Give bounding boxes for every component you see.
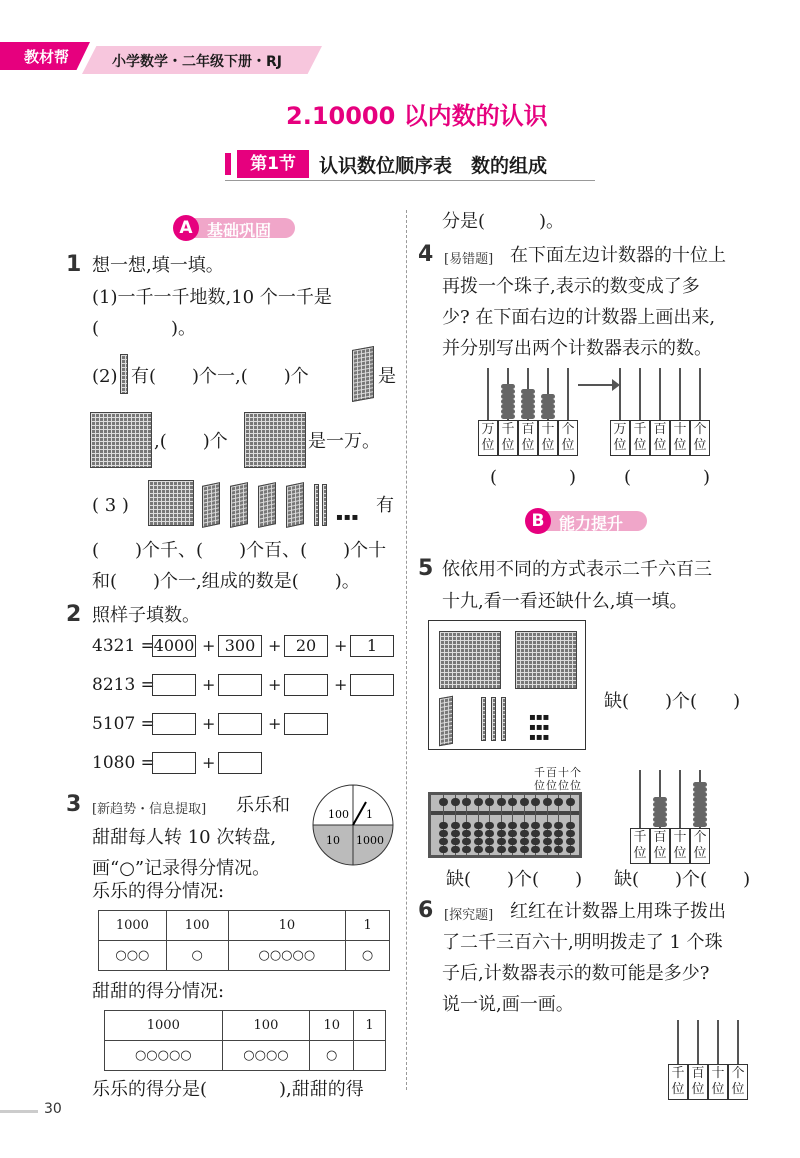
q1-part3-b: ( )个千、( )个百、( )个十 [92,540,387,561]
q6-line-c: 子后,计数器表示的数可能是多少? [442,963,710,984]
header-badge: 教材帮 [24,48,70,66]
lele-header: 100 [166,911,228,941]
part-b-label: 能力提升 [559,514,624,533]
q4-tag: [易错题] [444,252,494,267]
abacus-bead [520,798,529,806]
counter-bead [501,414,515,419]
q2-number-label: 1080 = [92,753,155,773]
q2-answer-box[interactable]: 300 [218,635,262,657]
q3-answer-a: 乐乐的得分是( ),甜甜的得 [92,1079,364,1100]
counter-bead [521,404,535,409]
lele-title: 乐乐的得分情况: [92,881,225,902]
q4-line-c: 少? 在下面右边的计数器上画出来, [442,307,716,328]
q1-part3-label: ( 3 ) [92,495,129,516]
column-divider [406,210,407,1090]
q3-line-a: 乐乐和 [236,795,290,816]
counter-rod [619,368,621,420]
lele-mark: ○○○○○ [228,941,346,971]
q6-tag: [探究题] [444,908,494,923]
abacus-bead [451,822,460,829]
abacus-bead [531,838,540,845]
q2-answer-box[interactable] [284,713,328,735]
page-number: 30 [44,1101,62,1117]
part-b-letter: B [525,508,551,534]
abacus-bead [462,838,471,845]
abacus-bead [508,830,517,837]
abacus-bead [451,830,460,837]
lele-header: 10 [228,911,346,941]
q3-number: 3 [66,792,82,817]
abacus-bead [520,838,529,845]
section-header [225,148,595,182]
thousand-block-image-2 [244,412,306,468]
abacus-bead [439,798,448,806]
q2-answer-box[interactable] [152,713,196,735]
abacus-bead [485,838,494,845]
counter-bead [521,409,535,414]
plus-sign: + [334,675,348,694]
ten-rod-1 [314,484,319,526]
header-series: 小学数学・二年级下册・RJ [112,54,282,70]
q2-answer-box[interactable]: 1 [350,635,394,657]
footer-line [0,1110,38,1113]
abacus-bead [566,830,575,837]
counter-rod [639,770,641,828]
q4-right-blank: ( ) [624,467,711,488]
q2-answer-box[interactable] [152,674,196,696]
abacus-bead [497,798,506,806]
abacus-bead [554,846,563,853]
abacus-bead [520,822,529,829]
q5-units: ▪▪▪ ▪▪▪ ▪▪▪ [529,712,550,743]
lele-header: 1000 [99,911,167,941]
counter-rod [697,1020,699,1064]
abacus-bead [439,830,448,837]
abacus-bead [474,822,483,829]
abacus-bead [462,822,471,829]
counter-bead [693,812,707,817]
plus-sign: + [268,714,282,733]
tiantian-header: 10 [310,1011,354,1041]
ten-rod-2 [322,484,327,526]
q2-number-label: 8213 = [92,675,155,695]
q4-left-counter [478,368,578,458]
q2-answer-box[interactable] [350,674,394,696]
abacus-bead [531,822,540,829]
plus-sign: + [202,753,216,772]
place-label: 万 位 [610,420,630,456]
plus-sign: + [334,636,348,655]
q1-part2-d: 是一万。 [308,431,380,452]
place-label: 十 位 [670,828,690,864]
counter-bead [693,802,707,807]
place-label: 百 位 [688,1064,708,1100]
q6-line-b: 了二千三百六十,明明拨走了 1 个珠 [442,932,723,953]
q5-rod-1 [481,697,486,741]
q3-answer-b: 分是( )。 [442,211,565,232]
counter-bead [501,384,515,389]
q5-thousand-2 [515,631,577,689]
plus-sign: + [268,636,282,655]
q4-line-b: 再拨一个珠子,表示的数变成了多 [442,276,700,297]
abacus-bead [474,830,483,837]
counter-rod [487,368,489,420]
spinner [312,784,394,866]
abacus-bead [451,798,460,806]
lele-header: 1 [346,911,390,941]
thousand-block-small [148,480,194,526]
abacus-bead [543,798,552,806]
abacus-bead [451,838,460,845]
abacus-bead [485,798,494,806]
q4-line-d: 并分别写出两个计数器表示的数。 [442,338,712,359]
tiantian-mark: ○○○○ [222,1041,310,1071]
place-label: 百 位 [650,828,670,864]
counter-bead [693,797,707,802]
counter-bead [521,399,535,404]
spinner-10: 10 [326,834,340,847]
q5-number: 5 [418,556,434,581]
place-label: 个 位 [690,828,710,864]
tiantian-header: 100 [222,1011,310,1041]
q6-line-a: 红红在计数器上用珠子拨出 [510,901,726,922]
q4-right-counter [610,368,710,458]
abacus-bead [554,822,563,829]
plus-sign: + [202,675,216,694]
counter-bead [501,399,515,404]
q2-answer-box[interactable] [152,752,196,774]
q5-missing-1: 缺( )个( ) [604,691,741,712]
tiantian-title: 甜甜的得分情况: [92,981,225,1002]
abacus-bead [543,822,552,829]
place-label: 十 位 [670,420,690,456]
counter-bead [693,817,707,822]
abacus-bead [462,846,471,853]
counter-rod [677,1020,679,1064]
lele-mark: ○○○ [99,941,167,971]
abacus-bead [508,798,517,806]
counter-rod [659,368,661,420]
q2-answer-box[interactable] [218,752,262,774]
part-b-badge [525,508,647,534]
q5-tens-1 [439,696,453,746]
counter-rod [717,1020,719,1064]
abacus-bead [566,838,575,845]
abacus-bead [531,798,540,806]
counter-rod [639,368,641,420]
abacus-bead [508,822,517,829]
q1-part2-a: 有( )个一,( )个 [131,366,309,387]
tiantian-header: 1000 [105,1011,223,1041]
abacus-bead [462,798,471,806]
abacus-bead [462,830,471,837]
ten-rod-image [120,354,128,394]
q6-number: 6 [418,898,434,923]
spinner-100: 100 [328,808,349,821]
counter-bead [693,782,707,787]
abacus-bead [566,846,575,853]
counter-bead [541,399,555,404]
abacus-label-2: 位位位位 [534,779,582,792]
plus-sign: + [202,636,216,655]
unit-cubes: ▪▪▪ [336,512,360,523]
spinner-1: 1 [366,808,373,821]
place-label: 千 位 [630,828,650,864]
abacus-bead [497,822,506,829]
abacus-label: 千百十个 [534,766,582,779]
abacus-bead [508,846,517,853]
section-badge: 第1节 [237,150,309,178]
q1-part2-label: (2) [92,366,118,387]
counter-bead [521,394,535,399]
hundred-flat-2 [230,482,248,528]
counter-bead [693,792,707,797]
q5-missing-2: 缺( )个( ) [446,869,583,890]
place-label: 十 位 [708,1064,728,1100]
q1-part3-a: 有 [376,495,394,516]
q2-answer-box[interactable] [218,713,262,735]
place-label: 十 位 [538,420,558,456]
q5-line-b: 十九,看一看还缺什么,填一填。 [442,591,688,612]
place-label: 个 位 [558,420,578,456]
q2-answer-box[interactable]: 20 [284,635,328,657]
lele-score-table [98,910,390,971]
place-label: 千 位 [630,420,650,456]
part-a-badge [173,215,295,241]
q2-answer-box[interactable] [284,674,328,696]
q5-rod-2 [491,697,496,741]
abacus-bead [543,846,552,853]
unit-title: 2.10000 以内数的认识 [286,102,548,130]
q2-number-label: 4321 = [92,636,155,656]
q4-left-blank: ( ) [490,467,577,488]
counter-bead [501,404,515,409]
q1-part3-c: 和( )个一,组成的数是( )。 [92,571,360,592]
abacus-bead [520,846,529,853]
counter-rod [699,368,701,420]
header-bar [0,38,330,74]
lele-mark: ○ [166,941,228,971]
hundred-flat-3 [258,482,276,528]
counter-bead [693,822,707,827]
abacus-bead [439,846,448,853]
part-a-letter: A [173,215,199,241]
abacus-bead [497,838,506,845]
hundred-flat-1 [202,482,220,528]
abacus-bead [474,846,483,853]
abacus-bead [554,838,563,845]
q1-part1b: ( )。 [92,318,197,339]
q6-line-d: 说一说,画一画。 [442,994,574,1015]
hundred-flat-4 [286,482,304,528]
counter-bead [653,807,667,812]
counter-rod [679,368,681,420]
place-label: 千 位 [498,420,518,456]
abacus-bead [485,846,494,853]
q1-part2-c: ,( )个 [154,431,228,452]
abacus-bead [543,830,552,837]
place-label: 百 位 [650,420,670,456]
place-label: 个 位 [728,1064,748,1100]
plus-sign: + [268,675,282,694]
q5-line-a: 依依用不同的方式表示二千六百三 [442,559,712,580]
abacus-bead [439,822,448,829]
thousand-cube-image [352,346,374,402]
counter-bead [653,817,667,822]
q5-rod-3 [501,697,506,741]
q2-answer-box[interactable]: 4000 [153,636,195,655]
q3-line-c: 画“○”记录得分情况。 [92,858,271,879]
counter-bead [653,797,667,802]
abacus-bead [497,830,506,837]
abacus-bead [554,830,563,837]
abacus-bead [485,822,494,829]
q3-line-b: 甜甜每人转 10 次转盘, [92,827,277,848]
q3-tag: [新趋势・信息提取] [92,802,207,817]
counter-bead [541,409,555,414]
plus-sign: + [202,714,216,733]
abacus-bead [497,846,506,853]
q5-blocks-panel [428,620,586,750]
counter-rod [567,368,569,420]
counter-bead [541,414,555,419]
counter-rod [679,770,681,828]
q1-part2-b: 是 [378,366,396,387]
q5-thousand-1 [439,631,501,689]
section-title: 认识数位顺序表 数的组成 [319,155,548,177]
place-label: 个 位 [690,420,710,456]
abacus-bead [566,822,575,829]
tiantian-mark: ○○○○○ [105,1041,223,1071]
abacus-bead [520,830,529,837]
abacus-bead [543,838,552,845]
part-a-label: 基础巩固 [207,221,272,240]
q2-number-label: 5107 = [92,714,155,734]
q4-line-a: 在下面左边计数器的十位上 [510,245,726,266]
spinner-1000: 1000 [356,834,384,847]
abacus-bead [566,798,575,806]
q2-stem: 照样子填数。 [92,605,200,626]
abacus-bead [485,830,494,837]
counter-bead [521,414,535,419]
q6-counter [668,1020,748,1102]
counter-bead [541,394,555,399]
counter-bead [653,802,667,807]
abacus-bead [474,838,483,845]
counter-bead [653,822,667,827]
q1-part1a: (1)一千一千地数,10 个一千是 [92,287,332,308]
counter-bead [521,389,535,394]
counter-bead [501,389,515,394]
abacus-bead [508,838,517,845]
counter-bead [541,404,555,409]
place-label: 百 位 [518,420,538,456]
thousand-block-image [90,412,152,468]
place-label: 千 位 [668,1064,688,1100]
counter-rod [737,1020,739,1064]
tiantian-header: 1 [354,1011,386,1041]
abacus-bead [531,846,540,853]
tiantian-mark [354,1041,386,1071]
abacus-bead [439,838,448,845]
counter-bead [501,394,515,399]
abacus-bead [474,798,483,806]
q4-number: 4 [418,242,434,267]
q2-number: 2 [66,602,82,627]
abacus-bead [451,846,460,853]
abacus-bead [554,798,563,806]
q1-stem: 想一想,填一填。 [92,255,224,276]
q5-missing-3: 缺( )个( ) [614,869,751,890]
abacus-image [428,792,582,858]
abacus-bead [531,830,540,837]
counter-bead [653,812,667,817]
place-label: 万 位 [478,420,498,456]
q5-counter [630,770,710,866]
tiantian-score-table [104,1010,386,1071]
q2-answer-box[interactable] [218,674,262,696]
tiantian-mark: ○ [310,1041,354,1071]
lele-mark: ○ [346,941,390,971]
counter-bead [693,807,707,812]
counter-bead [693,787,707,792]
q1-number: 1 [66,252,82,277]
counter-bead [501,409,515,414]
